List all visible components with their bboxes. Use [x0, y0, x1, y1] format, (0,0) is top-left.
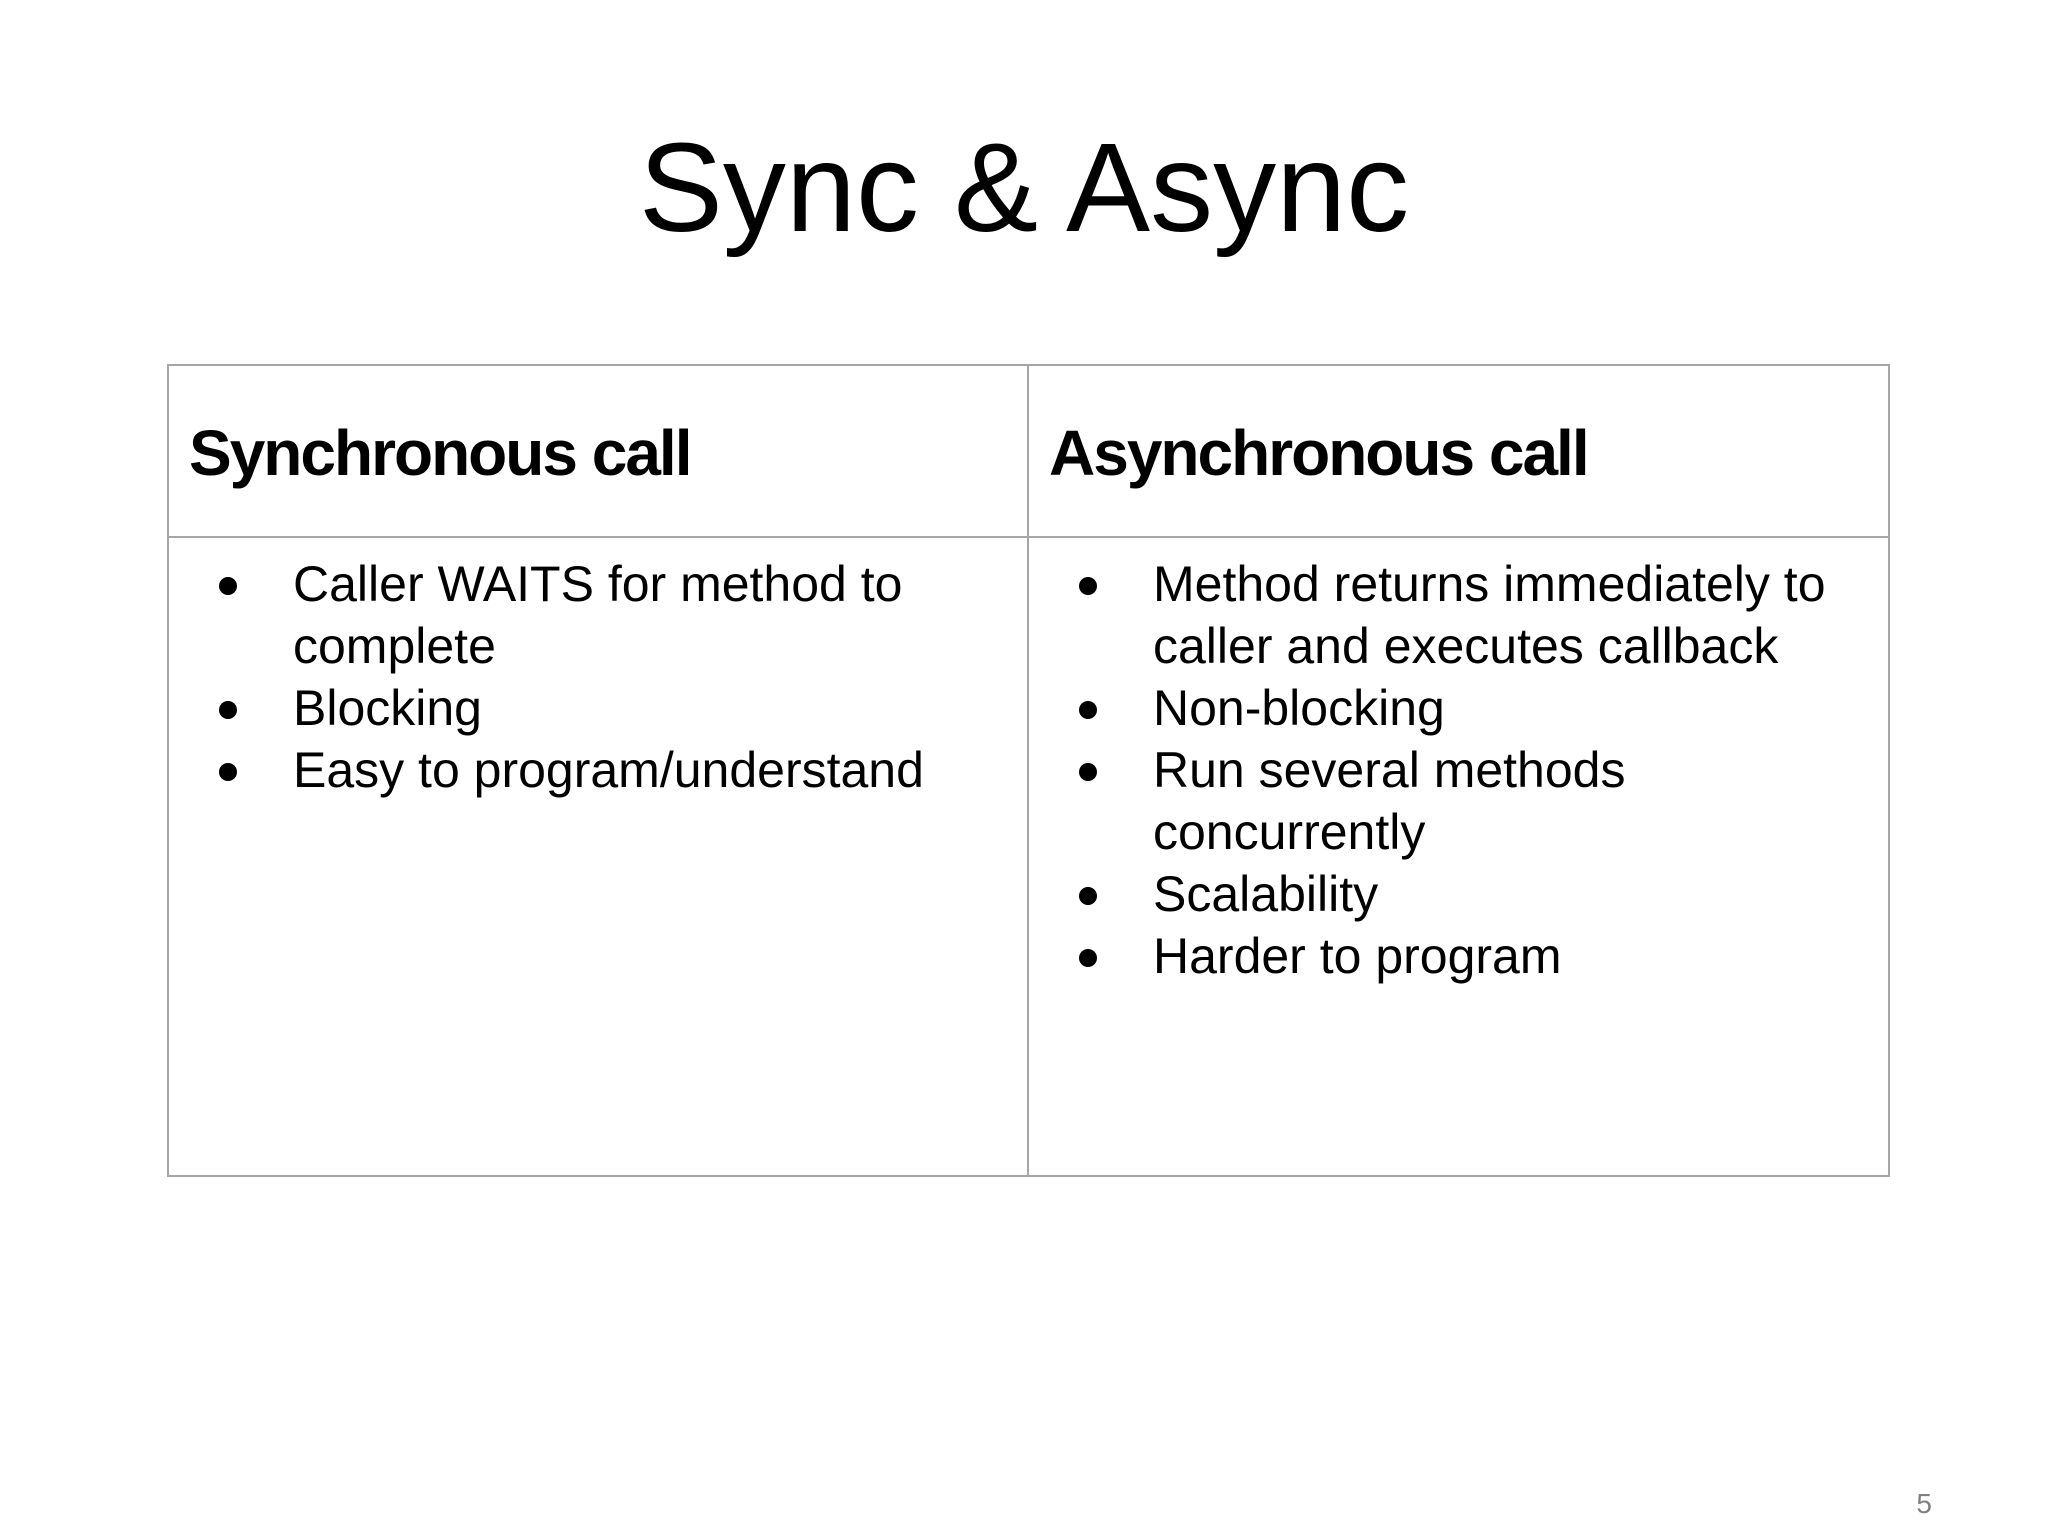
- list-item: [1029, 863, 1888, 925]
- table-header-row: [168, 365, 1889, 537]
- bullet-icon: [1079, 949, 1097, 967]
- list-item-text: Method returns immediately to caller and executes callback: [1153, 556, 1826, 674]
- body-cell-synchronous: [168, 537, 1028, 1176]
- synchronous-bullet-list: [169, 538, 1027, 801]
- list-item: [1029, 925, 1888, 987]
- slide-title: Sync & Async: [638, 117, 1410, 258]
- list-item: [169, 553, 1027, 677]
- list-item-text: Run several methods concurrently: [1153, 742, 1626, 860]
- header-cell-asynchronous: [1028, 365, 1889, 537]
- list-item-text: Blocking: [293, 680, 482, 736]
- list-item: [1029, 553, 1888, 677]
- bullet-icon: [1079, 701, 1097, 719]
- list-item-text: Harder to program: [1153, 928, 1562, 984]
- bullet-icon: [1079, 577, 1097, 595]
- list-item-text: Caller WAITS for method to complete: [293, 556, 903, 674]
- page-number: 5: [1916, 1488, 1932, 1519]
- bullet-icon: [219, 701, 237, 719]
- list-item: [169, 739, 1027, 801]
- asynchronous-bullet-list: [1029, 538, 1888, 987]
- table-body-row: [168, 537, 1889, 1176]
- body-cell-asynchronous: [1028, 537, 1889, 1176]
- list-item: [1029, 677, 1888, 739]
- bullet-icon: [219, 577, 237, 595]
- list-item: [169, 677, 1027, 739]
- comparison-table: [167, 364, 1890, 1177]
- list-item-text: Scalability: [1153, 866, 1379, 922]
- list-item-text: Easy to program/understand: [293, 742, 924, 798]
- column-header-synchronous: Synchronous call: [189, 417, 691, 489]
- bullet-icon: [1079, 763, 1097, 781]
- bullet-icon: [219, 763, 237, 781]
- list-item-text: Non-blocking: [1153, 680, 1445, 736]
- bullet-icon: [1079, 887, 1097, 905]
- column-header-asynchronous: Asynchronous call: [1049, 417, 1588, 489]
- header-cell-synchronous: [168, 365, 1028, 537]
- list-item: [1029, 739, 1888, 863]
